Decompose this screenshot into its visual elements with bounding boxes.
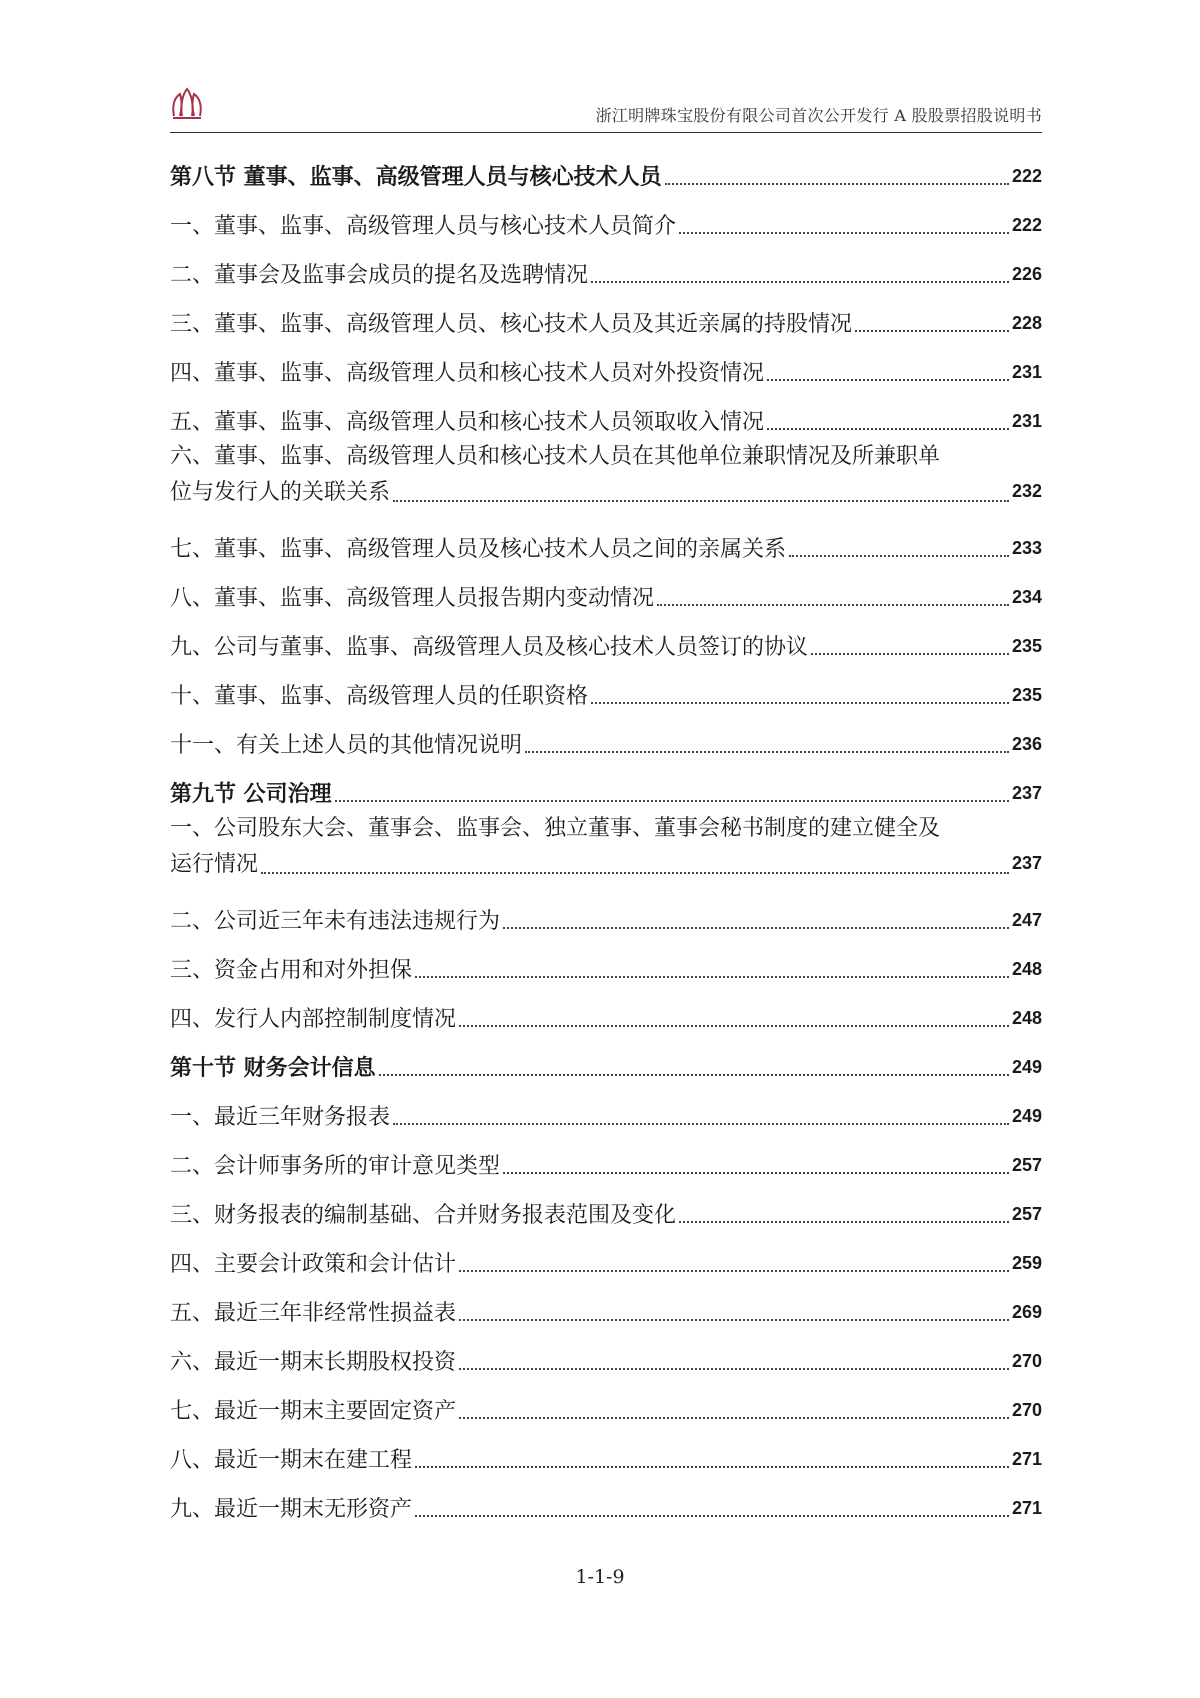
- page-header: [170, 80, 1042, 133]
- toc-leader: [261, 871, 1009, 874]
- toc-leader: [679, 1220, 1009, 1223]
- toc-entry-10-7[interactable]: [170, 1378, 1042, 1427]
- toc-entry-8-11[interactable]: [170, 712, 1042, 761]
- toc-page: 248: [1011, 1008, 1042, 1028]
- toc-page: 248: [1011, 959, 1042, 979]
- toc-leader: [503, 1171, 1009, 1174]
- toc-leader: [811, 652, 1009, 655]
- page-number: 1-1-9: [575, 1566, 625, 1588]
- toc-leader: [459, 1269, 1009, 1272]
- toc-leader: [767, 427, 1009, 430]
- toc-label: 二、会计师事务所的审计意见类型: [170, 1154, 501, 1179]
- toc-page: 249: [1011, 1106, 1042, 1126]
- toc-label: 七、最近一期末主要固定资产: [170, 1399, 457, 1424]
- toc-page: 259: [1011, 1253, 1042, 1273]
- toc-page: 231: [1011, 411, 1042, 431]
- toc-entry-10-4[interactable]: [170, 1231, 1042, 1280]
- toc-leader: [665, 182, 1009, 185]
- toc-entry-8-5[interactable]: [170, 389, 1042, 438]
- toc-label: 五、最近三年非经常性损益表: [170, 1301, 457, 1326]
- toc-section-8[interactable]: [170, 144, 1042, 193]
- table-of-contents: [170, 144, 1042, 1525]
- toc-entry-8-7[interactable]: [170, 516, 1042, 565]
- toc-entry-9-2[interactable]: [170, 888, 1042, 937]
- toc-leader: [459, 1367, 1009, 1370]
- toc-entry-10-8[interactable]: [170, 1427, 1042, 1476]
- toc-entry-8-8[interactable]: [170, 565, 1042, 614]
- toc-label: 九、最近一期末无形资产: [170, 1497, 413, 1522]
- toc-page: 237: [1011, 853, 1042, 873]
- toc-line2: [170, 474, 1042, 510]
- toc-leader: [415, 1465, 1009, 1468]
- toc-label-line2: 位与发行人的关联关系: [170, 480, 391, 505]
- toc-entry-8-4[interactable]: [170, 340, 1042, 389]
- toc-leader: [459, 1318, 1009, 1321]
- toc-wrap: [170, 812, 1042, 882]
- toc-page: 269: [1011, 1302, 1042, 1322]
- toc-label: 十一、有关上述人员的其他情况说明: [170, 733, 523, 758]
- toc-label: 八、最近一期末在建工程: [170, 1448, 413, 1473]
- toc-entry-9-1[interactable]: [170, 812, 1042, 882]
- toc-page: 228: [1011, 313, 1042, 333]
- toc-leader: [335, 799, 1009, 802]
- toc-label-line1: 六、董事、监事、高级管理人员和核心技术人员在其他单位兼职情况及所兼职单: [170, 444, 941, 469]
- toc-leader: [503, 926, 1009, 929]
- toc-page: 222: [1011, 166, 1042, 186]
- toc-page: 233: [1011, 538, 1042, 558]
- toc-page: 271: [1011, 1498, 1042, 1518]
- toc-page: 226: [1011, 264, 1042, 284]
- toc-label-line2: 运行情况: [170, 852, 259, 877]
- toc-leader: [855, 329, 1009, 332]
- toc-label: 二、公司近三年未有违法违规行为: [170, 909, 501, 934]
- toc-label: 四、董事、监事、高级管理人员和核心技术人员对外投资情况: [170, 361, 765, 386]
- toc-entry-8-6[interactable]: [170, 440, 1042, 510]
- toc-label: 一、董事、监事、高级管理人员与核心技术人员简介: [170, 214, 677, 239]
- toc-leader: [415, 975, 1009, 978]
- company-logo: [170, 86, 204, 122]
- toc-leader: [591, 280, 1009, 283]
- toc-entry-10-3[interactable]: [170, 1182, 1042, 1231]
- toc-page: 235: [1011, 685, 1042, 705]
- toc-section-9[interactable]: [170, 761, 1042, 810]
- toc-leader: [459, 1024, 1009, 1027]
- toc-page: 257: [1011, 1155, 1042, 1175]
- toc-entry-10-6[interactable]: [170, 1329, 1042, 1378]
- toc-entry-10-9[interactable]: [170, 1476, 1042, 1525]
- toc-page: 222: [1011, 215, 1042, 235]
- toc-label: 八、董事、监事、高级管理人员报告期内变动情况: [170, 586, 655, 611]
- toc-label: 四、发行人内部控制制度情况: [170, 1007, 457, 1032]
- toc-leader: [767, 378, 1009, 381]
- toc-page: 231: [1011, 362, 1042, 382]
- toc-label-line1: 一、公司股东大会、董事会、监事会、独立董事、董事会秘书制度的建立健全及: [170, 816, 941, 841]
- toc-page: 237: [1011, 783, 1042, 803]
- toc-page: 270: [1011, 1351, 1042, 1371]
- toc-wrap: [170, 440, 1042, 510]
- toc-line2: [170, 846, 1042, 882]
- toc-leader: [415, 1514, 1009, 1517]
- toc-label: 九、公司与董事、监事、高级管理人员及核心技术人员签订的协议: [170, 635, 809, 660]
- toc-entry-10-5[interactable]: [170, 1280, 1042, 1329]
- toc-label: 第九节 公司治理: [170, 782, 332, 807]
- toc-page: 247: [1011, 910, 1042, 930]
- toc-entry-8-1[interactable]: [170, 193, 1042, 242]
- toc-label: 七、董事、监事、高级管理人员及核心技术人员之间的亲属关系: [170, 537, 787, 562]
- document-title: 浙江明牌珠宝股份有限公司首次公开发行 A 股股票招股说明书: [595, 106, 1042, 125]
- toc-leader: [393, 1122, 1009, 1125]
- toc-entry-10-2[interactable]: [170, 1133, 1042, 1182]
- toc-entry-8-10[interactable]: [170, 663, 1042, 712]
- toc-page: 249: [1011, 1057, 1042, 1077]
- toc-label: 六、最近一期末长期股权投资: [170, 1350, 457, 1375]
- toc-leader: [525, 750, 1009, 753]
- toc-page: 236: [1011, 734, 1042, 754]
- toc-page: 232: [1011, 481, 1042, 501]
- toc-label: 四、主要会计政策和会计估计: [170, 1252, 457, 1277]
- toc-entry-8-3[interactable]: [170, 291, 1042, 340]
- toc-leader: [459, 1416, 1009, 1419]
- toc-page: 271: [1011, 1449, 1042, 1469]
- toc-entry-9-3[interactable]: [170, 937, 1042, 986]
- toc-page: 235: [1011, 636, 1042, 656]
- toc-leader: [393, 499, 1009, 502]
- toc-page: 257: [1011, 1204, 1042, 1224]
- toc-label: 二、董事会及监事会成员的提名及选聘情况: [170, 263, 589, 288]
- toc-page: 234: [1011, 587, 1042, 607]
- toc-label: 一、最近三年财务报表: [170, 1105, 391, 1130]
- toc-section-10[interactable]: [170, 1035, 1042, 1084]
- toc-label: 十、董事、监事、高级管理人员的任职资格: [170, 684, 589, 709]
- toc-label: 五、董事、监事、高级管理人员和核心技术人员领取收入情况: [170, 410, 765, 435]
- toc-label: 三、资金占用和对外担保: [170, 958, 413, 983]
- toc-label: 三、董事、监事、高级管理人员、核心技术人员及其近亲属的持股情况: [170, 312, 853, 337]
- toc-leader: [379, 1073, 1009, 1076]
- toc-label: 第十节 财务会计信息: [170, 1056, 376, 1081]
- toc-leader: [657, 603, 1009, 606]
- toc-leader: [679, 231, 1009, 234]
- toc-entry-9-4[interactable]: [170, 986, 1042, 1035]
- toc-label: 三、财务报表的编制基础、合并财务报表范围及变化: [170, 1203, 677, 1228]
- toc-leader: [789, 554, 1009, 557]
- toc-entry-8-2[interactable]: [170, 242, 1042, 291]
- toc-entry-8-9[interactable]: [170, 614, 1042, 663]
- toc-page: 270: [1011, 1400, 1042, 1420]
- toc-leader: [591, 701, 1009, 704]
- toc-entry-10-1[interactable]: [170, 1084, 1042, 1133]
- toc-label: 第八节 董事、监事、高级管理人员与核心技术人员: [170, 165, 662, 190]
